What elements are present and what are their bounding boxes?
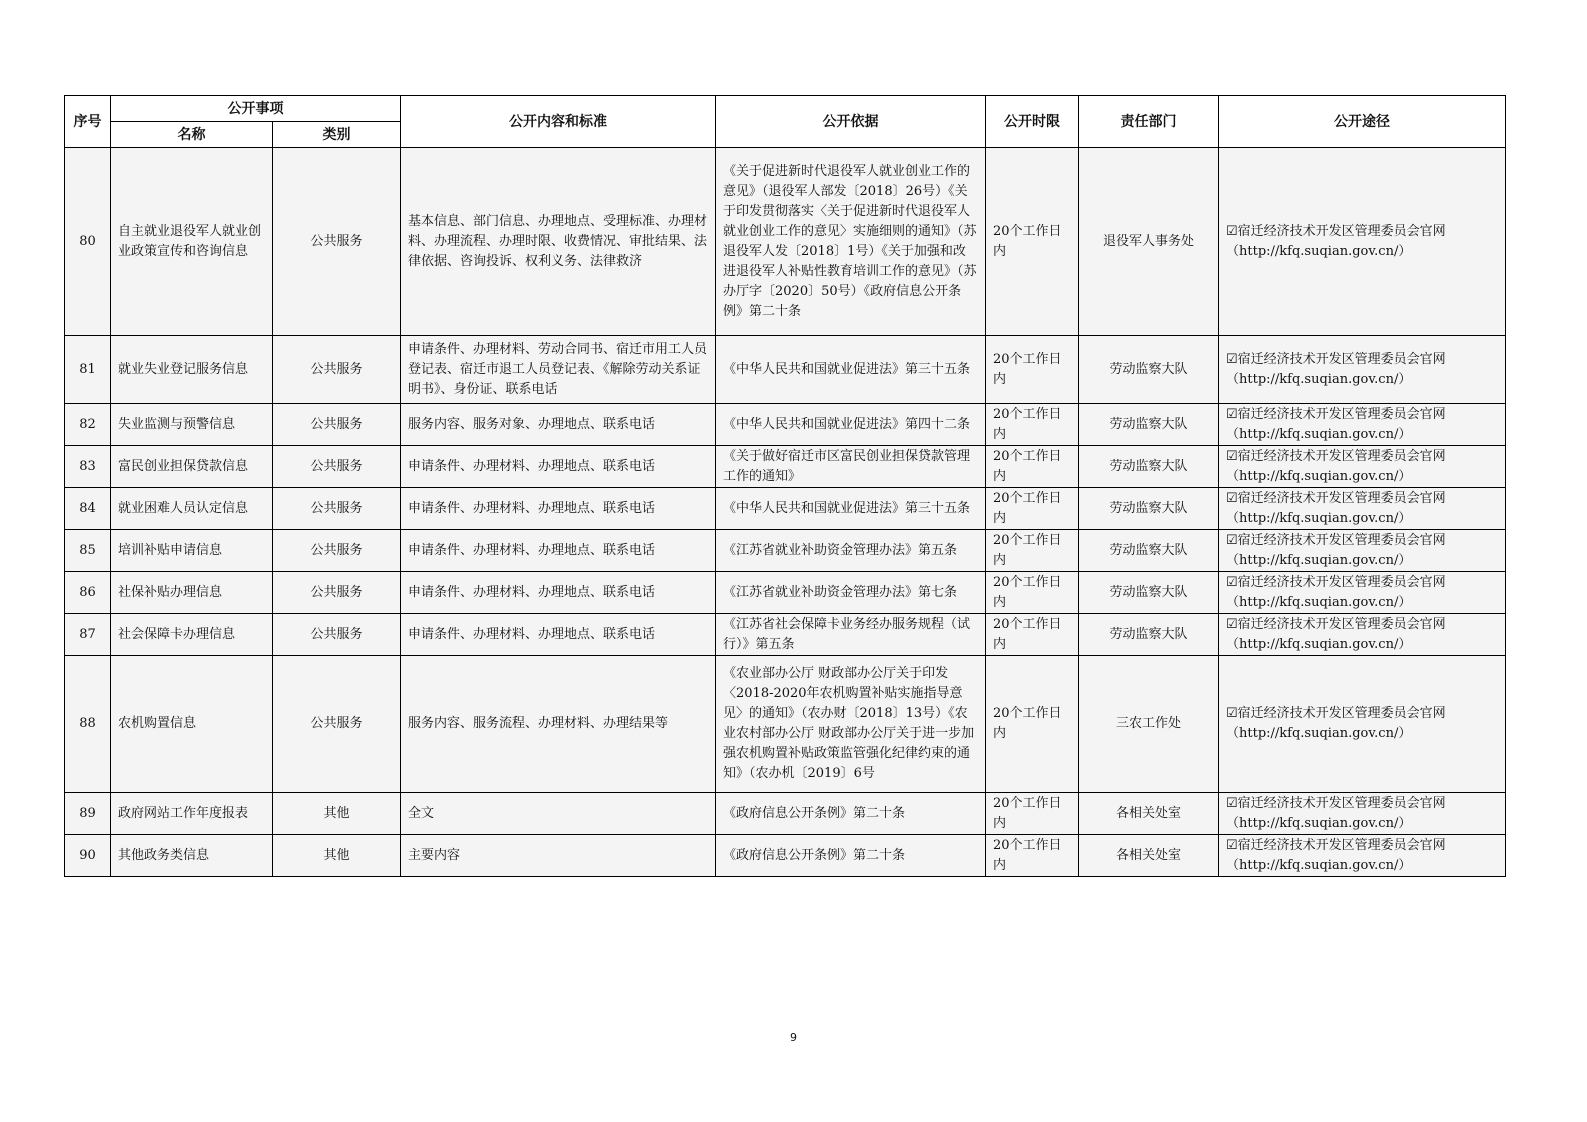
header-basis: 公开依据 (716, 96, 986, 148)
row-time-limit: 20个工作日内 (986, 446, 1079, 488)
row-name: 其他政务类信息 (111, 835, 273, 877)
row-department: 劳动监察大队 (1079, 488, 1219, 530)
channel-site-link[interactable]: ☑宿迁经济技术开发区管理委员会官网 (1226, 223, 1446, 239)
header-seq: 序号 (65, 96, 111, 148)
row-department: 退役军人事务处 (1079, 148, 1219, 336)
header-name: 名称 (111, 122, 273, 148)
header-category: 类别 (273, 122, 401, 148)
row-seq: 89 (65, 793, 111, 835)
row-seq: 80 (65, 148, 111, 336)
row-seq: 81 (65, 336, 111, 404)
row-department: 各相关处室 (1079, 835, 1219, 877)
row-name: 就业困难人员认定信息 (111, 488, 273, 530)
row-content: 申请条件、办理材料、办理地点、联系电话 (401, 530, 716, 572)
channel-url[interactable]: （http://kfq.suqian.gov.cn/） (1226, 815, 1412, 831)
header-department: 责任部门 (1079, 96, 1219, 148)
row-name: 培训补贴申请信息 (111, 530, 273, 572)
channel-site-link[interactable]: ☑宿迁经济技术开发区管理委员会官网 (1226, 616, 1446, 632)
header-content: 公开内容和标准 (401, 96, 716, 148)
row-department: 各相关处室 (1079, 793, 1219, 835)
channel-site-link[interactable]: ☑宿迁经济技术开发区管理委员会官网 (1226, 795, 1446, 811)
row-category: 公共服务 (273, 614, 401, 656)
table-row (65, 148, 1506, 336)
row-department: 劳动监察大队 (1079, 336, 1219, 404)
row-department: 劳动监察大队 (1079, 446, 1219, 488)
row-time-limit: 20个工作日内 (986, 336, 1079, 404)
row-content: 全文 (401, 793, 716, 835)
table-row (65, 488, 1506, 530)
row-name: 农机购置信息 (111, 656, 273, 793)
channel-url[interactable]: （http://kfq.suqian.gov.cn/） (1226, 636, 1412, 652)
row-basis: 《中华人民共和国就业促进法》第四十二条 (716, 404, 986, 446)
row-department: 劳动监察大队 (1079, 404, 1219, 446)
row-department: 劳动监察大队 (1079, 572, 1219, 614)
channel-site-link[interactable]: ☑宿迁经济技术开发区管理委员会官网 (1226, 490, 1446, 506)
table-row (65, 336, 1506, 404)
channel-site-link[interactable]: ☑宿迁经济技术开发区管理委员会官网 (1226, 706, 1446, 721)
row-time-limit: 20个工作日内 (986, 572, 1079, 614)
row-content: 申请条件、办理材料、办理地点、联系电话 (401, 614, 716, 656)
row-basis: 《关于做好宿迁市区富民创业担保贷款管理工作的通知》 (716, 446, 986, 488)
header-item-group: 公开事项 (111, 96, 401, 122)
row-channel (1219, 488, 1506, 530)
row-content: 申请条件、办理材料、劳动合同书、宿迁市用工人员登记表、宿迁市退工人员登记表、《解除劳动关系证明书》、身份证、联系电话 (401, 336, 716, 404)
row-content: 申请条件、办理材料、办理地点、联系电话 (401, 572, 716, 614)
row-seq: 84 (65, 488, 111, 530)
table-row (65, 404, 1506, 446)
row-channel (1219, 614, 1506, 656)
channel-site-link[interactable]: ☑宿迁经济技术开发区管理委员会官网 (1226, 406, 1446, 422)
row-time-limit: 20个工作日内 (986, 793, 1079, 835)
channel-site-link[interactable]: ☑宿迁经济技术开发区管理委员会官网 (1226, 574, 1446, 590)
channel-site-link[interactable]: ☑宿迁经济技术开发区管理委员会官网 (1226, 351, 1446, 367)
row-category: 公共服务 (273, 488, 401, 530)
table-body (65, 148, 1506, 877)
row-category: 公共服务 (273, 530, 401, 572)
table-row (65, 530, 1506, 572)
row-basis: 《江苏省就业补助资金管理办法》第七条 (716, 572, 986, 614)
channel-site-link[interactable]: ☑宿迁经济技术开发区管理委员会官网 (1226, 837, 1446, 853)
row-seq: 90 (65, 835, 111, 877)
row-channel (1219, 404, 1506, 446)
row-channel (1219, 572, 1506, 614)
row-channel (1219, 656, 1506, 793)
channel-url[interactable]: （http://kfq.suqian.gov.cn/） (1226, 510, 1412, 526)
row-content: 基本信息、部门信息、办理地点、受理标准、办理材料、办理流程、办理时限、收费情况、审批结果、法律依据、咨询投诉、权利义务、法律救济 (401, 148, 716, 336)
row-category: 公共服务 (273, 148, 401, 336)
row-category: 公共服务 (273, 404, 401, 446)
row-seq: 88 (65, 656, 111, 793)
channel-site-link[interactable]: ☑宿迁经济技术开发区管理委员会官网 (1226, 448, 1446, 464)
row-time-limit: 20个工作日内 (986, 530, 1079, 572)
channel-url[interactable]: （http://kfq.suqian.gov.cn/） (1226, 594, 1412, 610)
row-time-limit: 20个工作日内 (986, 148, 1079, 336)
row-content: 申请条件、办理材料、办理地点、联系电话 (401, 488, 716, 530)
row-name: 富民创业担保贷款信息 (111, 446, 273, 488)
channel-url[interactable]: （http://kfq.suqian.gov.cn/） (1226, 726, 1412, 741)
row-department: 劳动监察大队 (1079, 530, 1219, 572)
page-number: 9 (790, 1031, 797, 1044)
row-seq: 83 (65, 446, 111, 488)
table-row (65, 835, 1506, 877)
channel-site-link[interactable]: ☑宿迁经济技术开发区管理委员会官网 (1226, 532, 1446, 548)
header-channel: 公开途径 (1219, 96, 1506, 148)
channel-url[interactable]: （http://kfq.suqian.gov.cn/） (1226, 552, 1412, 568)
row-basis: 《关于促进新时代退役军人就业创业工作的意见》（退役军人部发〔2018〕26号）《关于印发贯彻落实〈关于促进新时代退役军人就业创业工作的意见〉实施细则的通知》（苏退役军人发〔2018〕1号）《关于加强和改进退役军人补贴性教育培训工作的意见》（苏办厅字〔2020〕50号）《政府信息公开条例》第二十条 (716, 148, 986, 336)
header-time-limit: 公开时限 (986, 96, 1079, 148)
row-seq: 85 (65, 530, 111, 572)
table-row (65, 446, 1506, 488)
row-channel (1219, 835, 1506, 877)
row-category: 其他 (273, 835, 401, 877)
row-channel (1219, 446, 1506, 488)
row-time-limit: 20个工作日内 (986, 656, 1079, 793)
row-basis: 《农业部办公厅 财政部办公厅关于印发〈2018-2020年农机购置补贴实施指导意见〉的通知》（农办财〔2018〕13号）《农业农村部办公厅 财政部办公厅关于进一步加强农机购置补贴政策监管强化纪律约束的通知》（农办机〔2019〕6号 (716, 656, 986, 793)
table-row (65, 572, 1506, 614)
channel-url[interactable]: （http://kfq.suqian.gov.cn/） (1226, 243, 1412, 259)
row-department: 劳动监察大队 (1079, 614, 1219, 656)
row-content: 申请条件、办理材料、办理地点、联系电话 (401, 446, 716, 488)
row-name: 自主就业退役军人就业创业政策宣传和咨询信息 (111, 148, 273, 336)
row-category: 公共服务 (273, 572, 401, 614)
table-row (65, 793, 1506, 835)
row-category: 其他 (273, 793, 401, 835)
row-category: 公共服务 (273, 446, 401, 488)
row-content: 主要内容 (401, 835, 716, 877)
channel-url[interactable]: （http://kfq.suqian.gov.cn/） (1226, 468, 1412, 484)
row-name: 失业监测与预警信息 (111, 404, 273, 446)
row-basis: 《政府信息公开条例》第二十条 (716, 793, 986, 835)
row-department: 三农工作处 (1079, 656, 1219, 793)
table-row (65, 614, 1506, 656)
row-time-limit: 20个工作日内 (986, 614, 1079, 656)
row-seq: 82 (65, 404, 111, 446)
channel-url[interactable]: （http://kfq.suqian.gov.cn/） (1226, 371, 1412, 387)
row-category: 公共服务 (273, 336, 401, 404)
channel-url[interactable]: （http://kfq.suqian.gov.cn/） (1226, 857, 1412, 873)
row-basis: 《中华人民共和国就业促进法》第三十五条 (716, 336, 986, 404)
channel-url[interactable]: （http://kfq.suqian.gov.cn/） (1226, 426, 1412, 442)
row-seq: 86 (65, 572, 111, 614)
row-time-limit: 20个工作日内 (986, 404, 1079, 446)
row-channel (1219, 793, 1506, 835)
row-name: 就业失业登记服务信息 (111, 336, 273, 404)
row-name: 政府网站工作年度报表 (111, 793, 273, 835)
row-time-limit: 20个工作日内 (986, 835, 1079, 877)
row-basis: 《中华人民共和国就业促进法》第三十五条 (716, 488, 986, 530)
row-channel (1219, 336, 1506, 404)
row-basis: 《政府信息公开条例》第二十条 (716, 835, 986, 877)
row-name: 社会保障卡办理信息 (111, 614, 273, 656)
row-channel (1219, 530, 1506, 572)
row-name: 社保补贴办理信息 (111, 572, 273, 614)
row-content: 服务内容、服务流程、办理材料、办理结果等 (401, 656, 716, 793)
row-basis: 《江苏省就业补助资金管理办法》第五条 (716, 530, 986, 572)
row-channel (1219, 148, 1506, 336)
row-time-limit: 20个工作日内 (986, 488, 1079, 530)
disclosure-table (64, 95, 1506, 877)
row-category: 公共服务 (273, 656, 401, 793)
row-basis: 《江苏省社会保障卡业务经办服务规程（试行）》第五条 (716, 614, 986, 656)
row-content: 服务内容、服务对象、办理地点、联系电话 (401, 404, 716, 446)
row-seq: 87 (65, 614, 111, 656)
table-row (65, 656, 1506, 793)
